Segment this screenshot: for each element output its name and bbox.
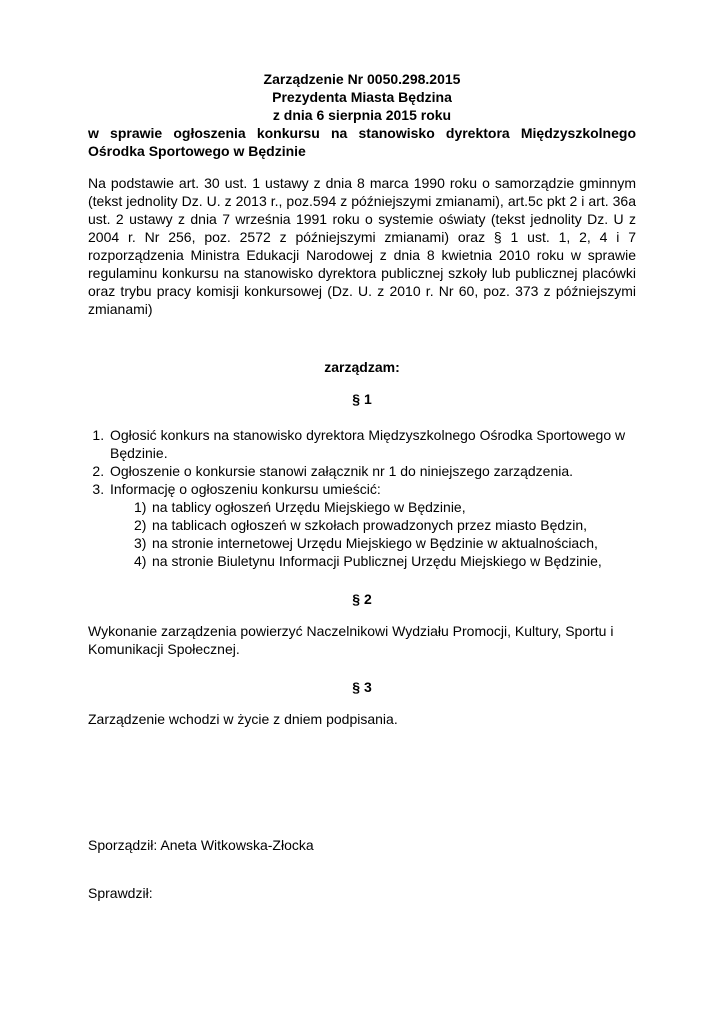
section-3-heading: § 3: [352, 679, 372, 695]
sub-list-number: 1): [134, 499, 147, 515]
list-item-text: Ogłoszenie o konkursie stanowi załącznik nr 1 do niniejszego zarządzenia.: [110, 463, 574, 479]
sub-list-item: [134, 534, 636, 552]
sub-list-text: na tablicach ogłoszeń w szkołach prowadzonych przez miasto Będzin,: [152, 517, 588, 533]
list-item-text: Ogłosić konkurs na stanowisko dyrektora Międzyszkolnego Ośrodka Sportowego w Będzinie.: [110, 427, 626, 461]
document-subject: w sprawie ogłoszenia konkursu na stanowisko dyrektora Międzyszkolnego Ośrodka Sportowego w Będzinie: [88, 125, 636, 159]
document-issuer: Prezydenta Miasta Będzina: [272, 89, 452, 105]
sub-list-number: 4): [134, 553, 147, 569]
sub-list-number: 3): [134, 535, 147, 551]
decree-word: zarządzam:: [324, 359, 400, 375]
list-item: [108, 426, 636, 462]
section-1-heading: § 1: [352, 391, 372, 407]
sub-list-text: na tablicy ogłoszeń Urzędu Miejskiego w Będzinie,: [152, 499, 466, 515]
section-2-heading: § 2: [352, 591, 372, 607]
sub-list-number: 2): [134, 517, 147, 533]
section-3-text: Zarządzenie wchodzi w życie z dniem podpisania.: [88, 711, 398, 727]
document-title: Zarządzenie Nr 0050.298.2015: [263, 71, 461, 87]
sub-list-item: [134, 498, 636, 516]
sub-list-text: na stronie Biuletynu Informacji Publicznej Urzędu Miejskiego w Będzinie,: [152, 553, 602, 569]
checked-by: Sprawdził:: [88, 885, 153, 901]
sub-list-item: [134, 552, 636, 570]
prepared-by: Sporządził: Aneta Witkowska-Złocka: [88, 837, 314, 853]
publication-places-list: [110, 498, 636, 570]
list-item-text: Informację o ogłoszeniu konkursu umieścić:: [110, 481, 381, 497]
section-2-text: Wykonanie zarządzenia powierzyć Naczelnikowi Wydziału Promocji, Kultury, Sportu i Komunikacji Społecznej.: [88, 623, 614, 657]
list-item: [108, 462, 636, 480]
sub-list-text: na stronie internetowej Urzędu Miejskiego w Będzinie w aktualnościach,: [152, 535, 598, 551]
sub-list-item: [134, 516, 636, 534]
section-1-list: [88, 426, 636, 570]
list-item: [108, 480, 636, 570]
document-date: z dnia 6 sierpnia 2015 roku: [272, 107, 452, 123]
legal-basis-paragraph: Na podstawie art. 30 ust. 1 ustawy z dnia 8 marca 1990 roku o samorządzie gminnym (tekst jednolity Dz. U. z 2013 r., poz.594 z późniejszymi zmianami), art.5c pkt 2 i art. 36a ust. 2 ustawy z dnia 7 września 1991 roku o systemie oświaty (tekst jednolity Dz. U z 2004 r. Nr 256, poz. 2572 z późniejszymi zmianami) oraz § 1 ust. 1, 2, 4 i 7 rozporządzenia Ministra Edukacji Narodowej z dnia 8 kwietnia 2010 roku w sprawie regulaminu konkursu na stanowisko dyrektora publicznej szkoły lub publicznej placówki oraz trybu pracy komisji konkursowej (Dz. U. z 2010 r. Nr 60, poz. 373 z późniejszymi zmianami): [88, 175, 636, 317]
